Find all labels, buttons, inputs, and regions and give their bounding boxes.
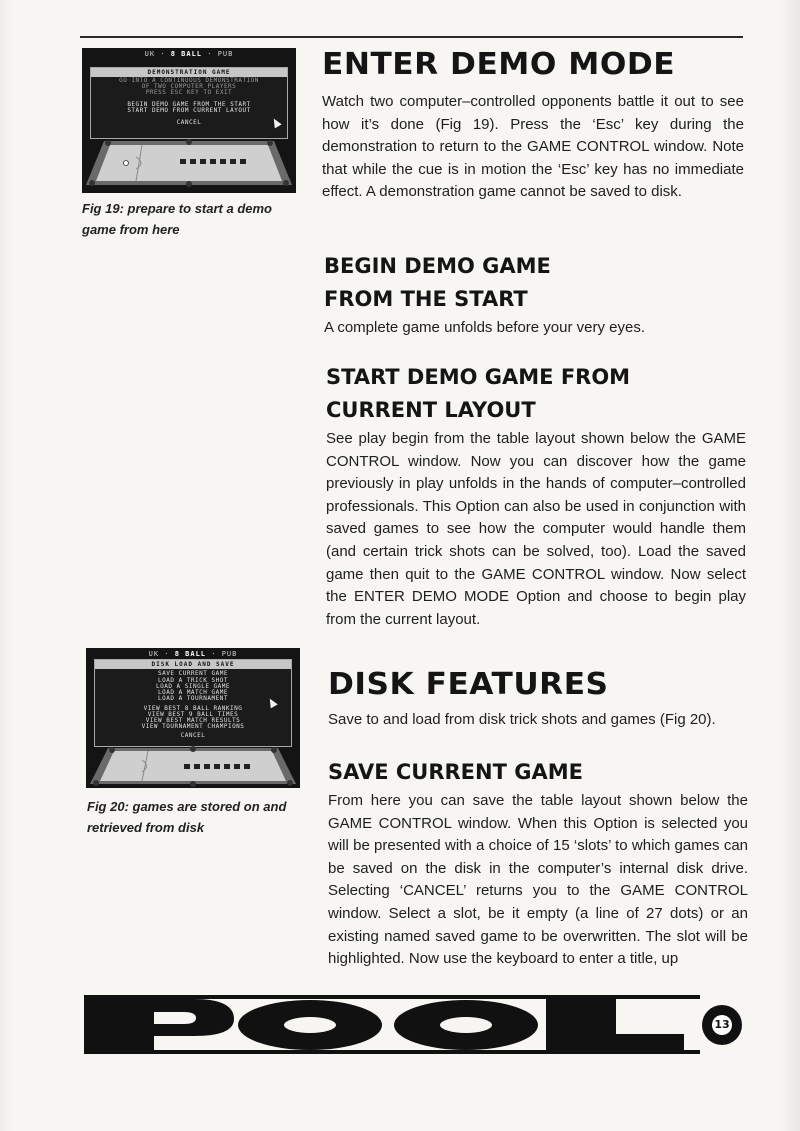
menu-option: LOAD A TOURNAMENT xyxy=(158,695,228,702)
text-disk-features: Save to and load from disk trick shots and games (Fig 20). xyxy=(328,711,716,728)
section-begin-demo xyxy=(324,250,744,340)
heading-disk-features: DISK FEATURES xyxy=(328,667,609,702)
topbar-right: PUB xyxy=(217,50,234,58)
section-save-current xyxy=(328,756,748,971)
heading-start-demo-line1: START DEMO GAME FROM xyxy=(326,365,631,389)
menu-option: VIEW BEST 8 BALL RANKING xyxy=(143,705,243,712)
window-title: DISK LOAD AND SAVE xyxy=(95,660,291,669)
menu-option: VIEW BEST MATCH RESULTS xyxy=(145,717,241,724)
menu-option: VIEW BEST 9 BALL TIMES xyxy=(147,711,239,718)
pool-table-icon xyxy=(86,744,300,788)
text-save-current-game: From here you can save the table layout shown below the GAME CONTROL window. When this Option is selected you will be presented with a choice of 15 ‘slots’ to which games can be saved on the disk in the computer’s internal disk drive. Selecting ‘CANCEL’ returns you to the GAME CONTROL window. Select a slot, be it empty (a line of 27 dots) or an existing named saved game to be overwritten. The slot will be highlighted. Now use the keyboard to enter a title, up xyxy=(328,792,748,968)
heading-begin-demo-line2: FROM THE START xyxy=(324,287,528,311)
topbar-right: PUB xyxy=(221,650,238,658)
heading-enter-demo-mode: ENTER DEMO MODE xyxy=(322,47,676,82)
menu-option: LOAD A TRICK SHOT xyxy=(158,677,228,684)
section-start-demo xyxy=(326,361,746,631)
figure-20-topbar: UK · 8 BALL · PUB xyxy=(148,650,238,658)
page-number-badge xyxy=(702,1005,742,1045)
text-begin-demo: A complete game unfolds before your very eyes. xyxy=(324,319,646,336)
text-start-demo: See play begin from the table layout shown below the GAME CONTROL window. Now you can discover how the game previously in play unfolds in the hands of computer–controlled professionals. This Option can also be used in conjunction with saved games to see how the computer would handle them (and certain trick shots can be solved, too). Load the saved game then quit to the GAME CONTROL window. Now select the ENTER DEMO MODE Option and choose to begin play from the current layout. xyxy=(326,430,746,628)
pool-logo xyxy=(84,994,700,1061)
figure-20-screenshot xyxy=(86,648,300,788)
text-enter-demo-mode: Watch two computer–controlled opponents battle it out to see how it’s done (Fig 19). Press the ‘Esc’ key during the demonstration to return to the GAME CONTROL window. Note that while the cue is in motion the ‘Esc’ key has no immediate effect. A demonstration game cannot be saved to disk. xyxy=(322,93,744,201)
figure-19-screenshot xyxy=(82,48,296,193)
heading-save-current-game: SAVE CURRENT GAME xyxy=(328,760,583,784)
heading-begin-demo-line1: BEGIN DEMO GAME xyxy=(324,254,551,278)
menu-option-cancel: CANCEL xyxy=(180,732,206,739)
topbar-title: 8 BALL xyxy=(174,650,207,658)
heading-start-demo-line2: CURRENT LAYOUT xyxy=(326,398,536,422)
menu-option-cancel: CANCEL xyxy=(176,119,202,126)
menu-option-begin: BEGIN DEMO GAME FROM THE START xyxy=(127,101,251,108)
section-disk-features xyxy=(328,668,748,732)
window-title: DEMONSTRATION GAME xyxy=(91,68,287,77)
topbar-left: UK xyxy=(148,650,160,658)
menu-option: LOAD A SINGLE GAME xyxy=(155,683,231,690)
top-rule xyxy=(80,36,743,38)
topbar-title: 8 BALL xyxy=(170,50,203,58)
pool-table-icon xyxy=(82,133,296,193)
figure-20-caption: Fig 20: games are stored on and retrieved from disk xyxy=(87,799,287,835)
figure-20-window xyxy=(94,659,292,747)
page-number: 13 xyxy=(712,1015,732,1035)
figure-19-caption: Fig 19: prepare to start a demo game from here xyxy=(82,201,272,237)
menu-line: GO INTO A CONTINUOUS DEMONSTRATION xyxy=(119,77,259,84)
menu-option: VIEW TOURNAMENT CHAMPIONS xyxy=(141,723,245,730)
figure-19-topbar: UK · 8 BALL · PUB xyxy=(144,50,234,58)
menu-option: SAVE CURRENT GAME xyxy=(158,670,228,677)
menu-option: LOAD A MATCH GAME xyxy=(158,689,228,696)
menu-option-start: START DEMO FROM CURRENT LAYOUT xyxy=(127,107,251,114)
figure-19-window xyxy=(90,67,288,139)
topbar-left: UK xyxy=(144,50,156,58)
menu-line: OF TWO COMPUTER PLAYERS xyxy=(141,83,237,90)
section-enter-demo xyxy=(322,48,744,204)
menu-line: PRESS ESC KEY TO EXIT xyxy=(145,89,233,96)
pool-logo-graphic xyxy=(84,994,700,1056)
